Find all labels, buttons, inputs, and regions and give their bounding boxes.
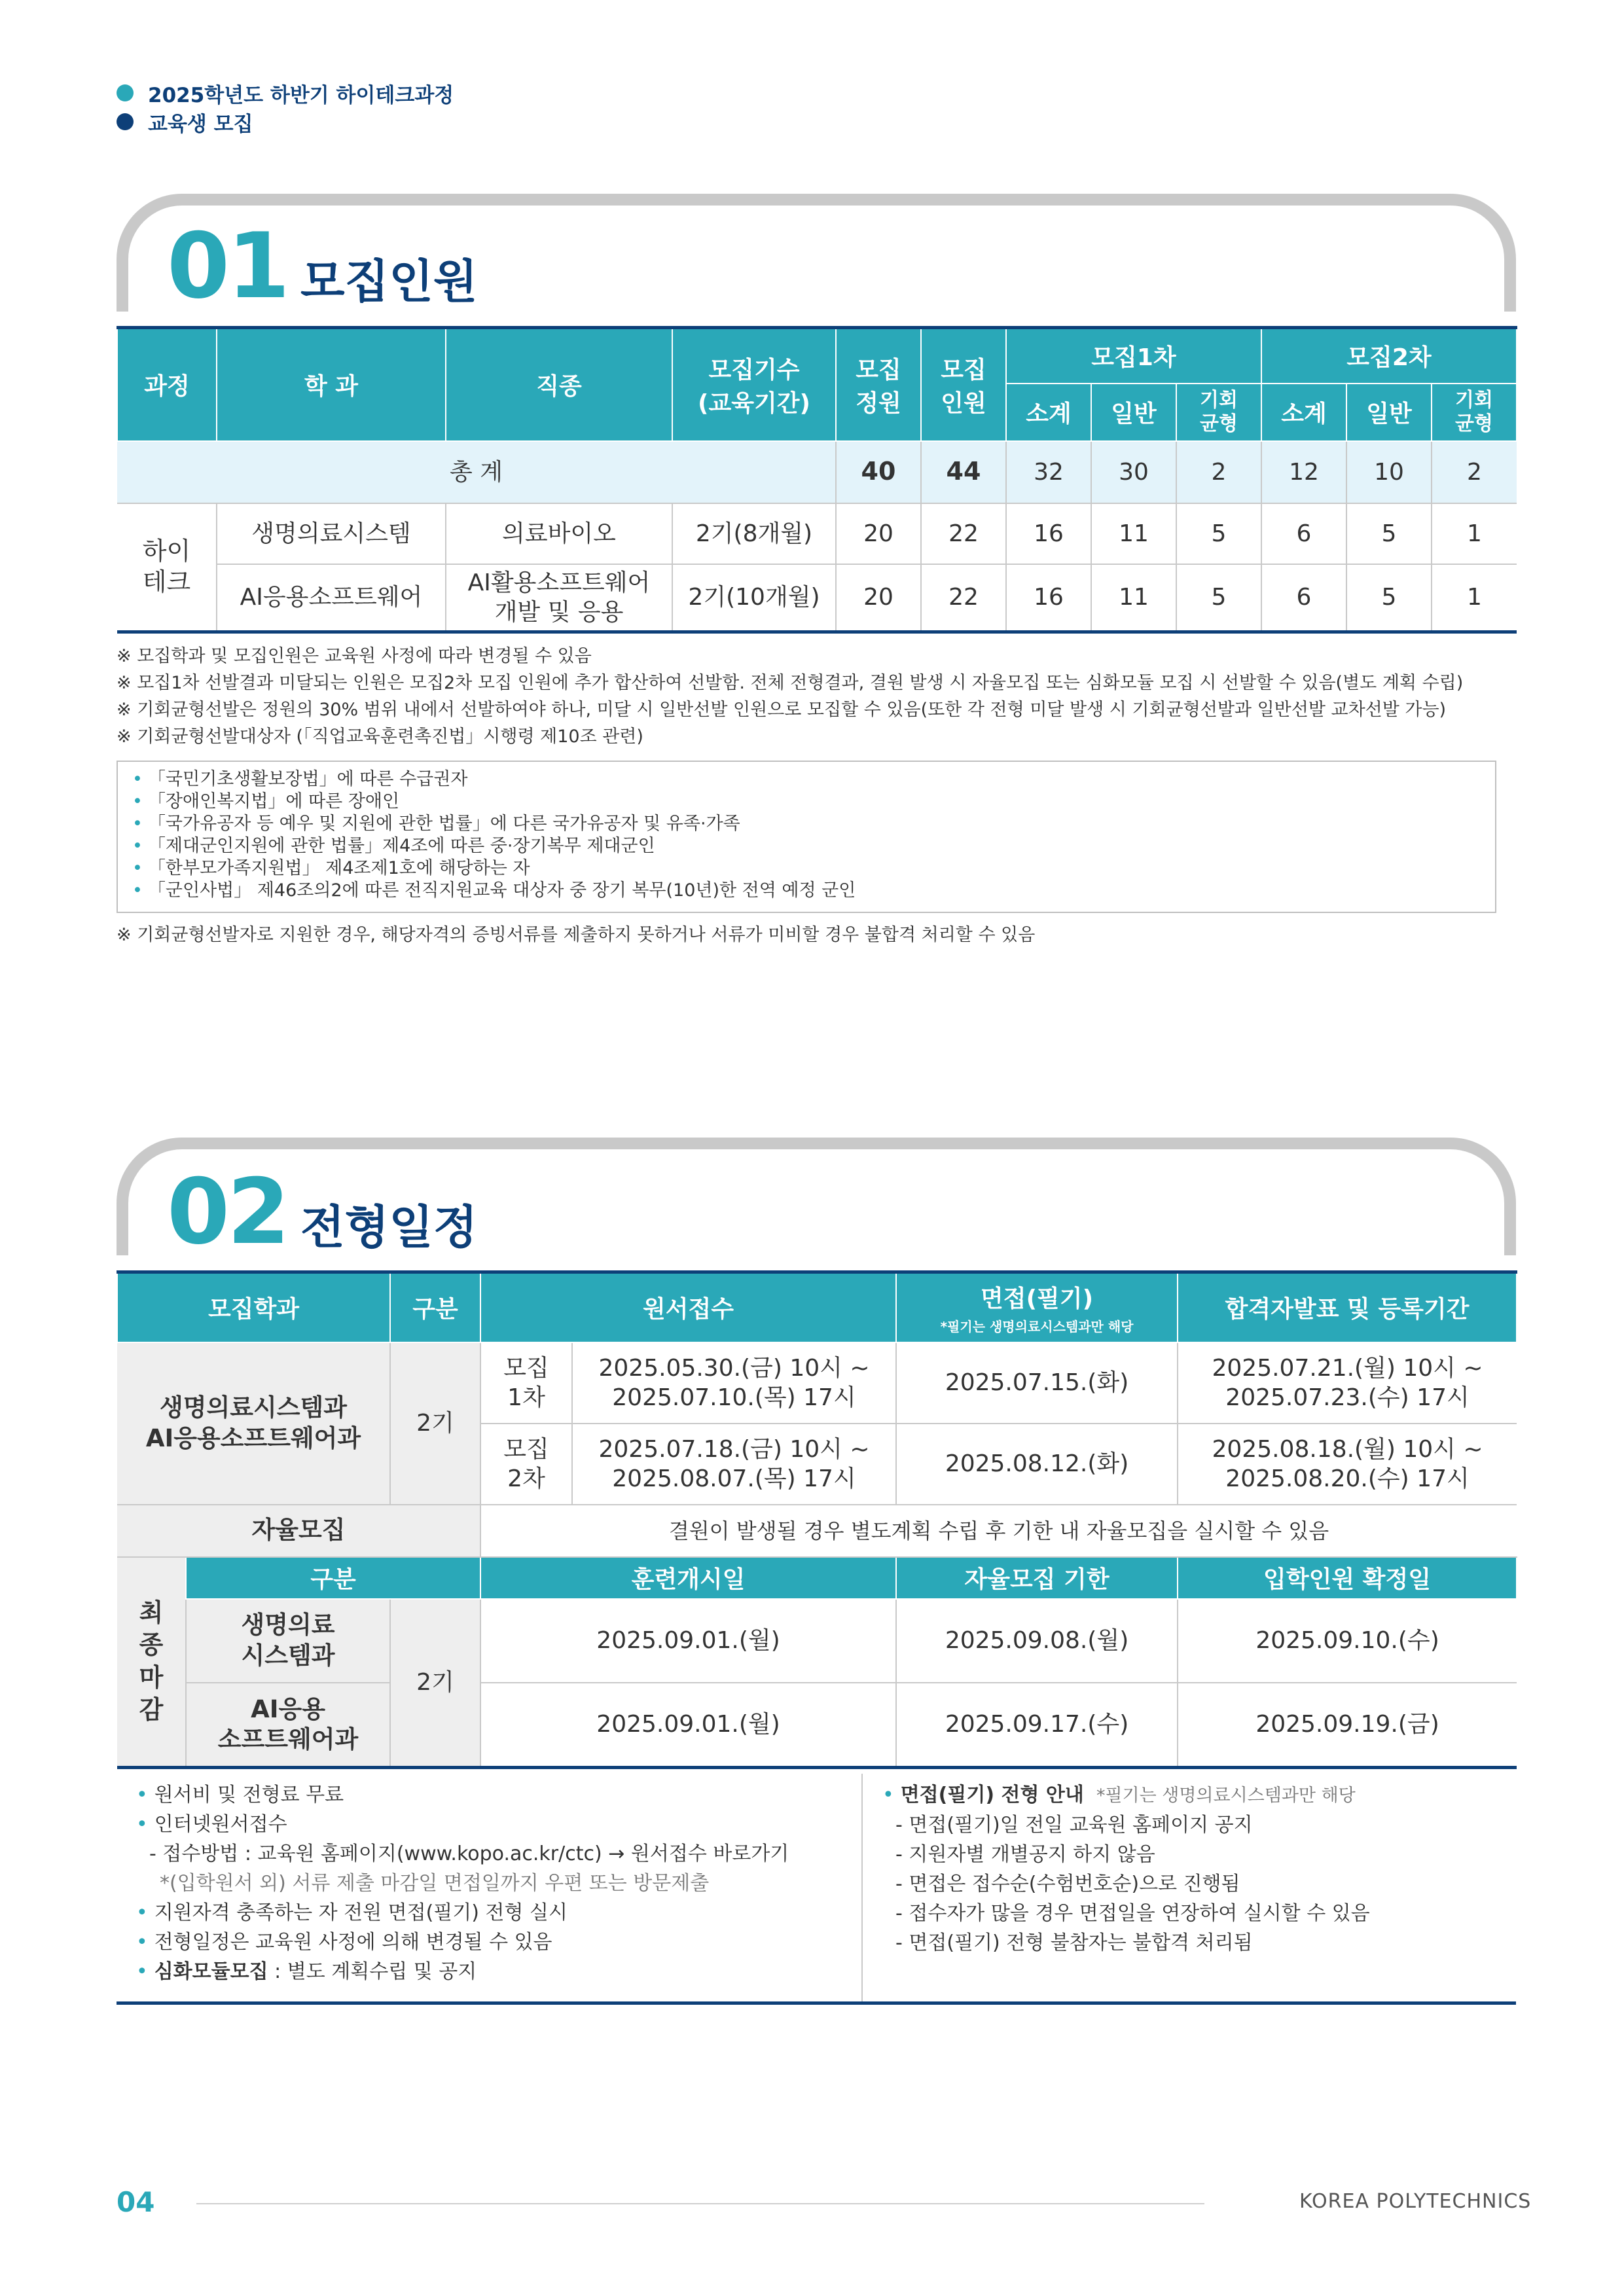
r1-gen-cell: 11 — [1091, 503, 1176, 564]
header-general: 일반 — [1346, 384, 1432, 441]
total-r2-opp: 2 — [1432, 441, 1517, 503]
dept-cell: 생명의료 시스템과 — [186, 1599, 390, 1683]
header-dept: 모집학과 — [117, 1272, 390, 1342]
round-label: 모집 1차 — [480, 1342, 572, 1424]
r1-opp-cell: 5 — [1176, 564, 1261, 632]
info-item: 지원자격 충족하는 자 전원 면접(필기) 전형 실시 — [154, 1901, 568, 1924]
table-row — [117, 1683, 1517, 1768]
footer-divider — [196, 2203, 1204, 2204]
r1-sub-cell: 16 — [1006, 503, 1091, 564]
total-recruit: 44 — [921, 441, 1006, 503]
info-left: • 원서비 및 전형료 무료 • 인터넷원서접수 - 접수방법 : 교육원 홈페이지(www.kopo.ac.kr/ctc) → 원서접수 바로가기 *(입학원서 외) 서류 제출 마감일 면접일까지 우편 또는 방문제출 • 지원자격 충족하는 자 전원 면접(필기) 전형 실시 • 전형일정은 교육원 사정에 의해 변경될 수 있음 • 심화모듈모집 : 별도 계획수립 및 공지 — [136, 1780, 850, 1986]
table-row-total — [117, 441, 1517, 503]
header-subtotal: 소계 — [1006, 384, 1091, 441]
info-item: - 면접(필기) 전형 불참자는 불합격 처리됨 — [895, 1931, 1253, 1954]
bullet-dot-icon — [117, 84, 134, 101]
header-apply: 원서접수 — [480, 1272, 896, 1342]
info-item: - 면접은 접수순(수험번호순)으로 진행됨 — [895, 1873, 1240, 1895]
info-item: - 지원자별 개별공지 하지 않음 — [895, 1843, 1155, 1866]
header-subtotal: 소계 — [1261, 384, 1346, 441]
recruit-cell: 22 — [921, 503, 1006, 564]
info-item: - 면접(필기)일 전일 교육원 홈페이지 공지 — [895, 1814, 1253, 1837]
final-note: ※ 기회균형선발자로 지원한 경우, 해당자격의 증빙서류를 제출하지 못하거나 서류가 미비할 경우 불합격 처리할 수 있음 — [117, 925, 1036, 945]
header-result: 합격자발표 및 등록기간 — [1178, 1272, 1517, 1342]
r2-opp-cell: 1 — [1432, 503, 1517, 564]
dept-cell: 생명의료시스템과 AI응용소프트웨어과 — [117, 1342, 390, 1505]
quota-cell: 20 — [836, 503, 921, 564]
eligibility-item: 「군인사법」 제46조의2에 따른 전직지원교육 대상자 중 장기 복무(10년)한 전역 예정 군인 — [147, 880, 856, 901]
header-round-2: 모집2차 — [1261, 328, 1517, 384]
page-header — [117, 80, 454, 137]
section-2-heading — [167, 1159, 478, 1265]
term-cell: 2기 — [390, 1342, 480, 1505]
section-1-heading — [167, 213, 478, 319]
course-cell: 하이 테크 — [117, 503, 217, 632]
header-interview: 면접(필기) *필기는 생명의료시스템과만 해당 — [896, 1272, 1178, 1342]
total-r1-sub: 32 — [1006, 441, 1091, 503]
total-r2-sub: 12 — [1261, 441, 1346, 503]
footer-brand: KOREA POLYTECHNICS — [1299, 2190, 1532, 2213]
term-cell: 2기(8개월) — [672, 503, 836, 564]
term-cell: 2기(10개월) — [672, 564, 836, 632]
confirm-date: 2025.09.19.(금) — [1178, 1683, 1517, 1768]
header-opportunity: 기회 균형 — [1176, 384, 1261, 441]
schedule-table — [117, 1270, 1517, 1769]
quota-cell: 20 — [836, 564, 921, 632]
r1-sub-cell: 16 — [1006, 564, 1091, 632]
result-period: 2025.07.21.(월) 10시 ~ 2025.07.23.(수) 17시 — [1178, 1342, 1517, 1424]
header-round-1: 모집1차 — [1006, 328, 1261, 384]
apply-period: 2025.05.30.(금) 10시 ~ 2025.07.10.(목) 17시 — [572, 1342, 896, 1424]
term-cell: 2기 — [390, 1599, 480, 1768]
dept-cell: AI응용소프트웨어 — [217, 564, 446, 632]
start-date: 2025.09.01.(월) — [480, 1683, 896, 1768]
section-title: 모집인원 — [300, 255, 478, 308]
r2-sub-cell: 6 — [1261, 503, 1346, 564]
info-item: - 접수자가 많을 경우 면접일을 연장하여 실시할 수 있음 — [895, 1902, 1370, 1925]
eligibility-box: • 「국민기초생활보장법」에 따른 수급권자 • 「장애인복지법」에 따른 장애인 • 「국가유공자 등 예우 및 지원에 관한 법률」에 다른 국가유공자 및 유족·가족 • 「제대군인지원에 관한 법률」제4조에 따른 중·장기복무 제대군인 • 「한부모가족지원법」 제4조제1호에 해당하는 자 • 「군인사법」 제46조의2에 따른 전직지원교육 대상자 중 장기 복무(10년)한 전역 예정 군인 — [117, 761, 1496, 913]
table-row — [117, 564, 1517, 632]
header-category: 구분 — [390, 1272, 480, 1342]
info-item: 심화모듈모집 : 별도 계획수립 및 공지 — [154, 1960, 477, 1983]
r2-gen-cell: 5 — [1346, 503, 1432, 564]
info-item: 원서비 및 전형료 무료 — [154, 1784, 344, 1806]
header-confirm: 입학인원 확정일 — [1178, 1557, 1517, 1599]
interview-date: 2025.07.15.(화) — [896, 1342, 1178, 1424]
note-item: ※ 모집1차 선발결과 미달되는 인원은 모집2차 모집 인원에 추가 합산하여 선발함. 전체 전형결과, 결원 발생 시 자율모집 또는 심화모듈 모집 시 선발할 수 있음(별도 계획 수립) — [117, 673, 1464, 693]
header-recruit: 모집 인원 — [921, 328, 1006, 441]
eligibility-item: 「장애인복지법」에 따른 장애인 — [147, 791, 400, 812]
self-recruit-label: 자율모집 — [117, 1505, 480, 1557]
job-cell: AI활용소프트웨어 개발 및 응용 — [446, 564, 672, 632]
eligibility-item: 「국가유공자 등 예우 및 지원에 관한 법률」에 다른 국가유공자 및 유족·가족 — [147, 814, 740, 834]
job-cell: 의료바이오 — [446, 503, 672, 564]
info-item: *(입학원서 외) 서류 제출 마감일 면접일까지 우편 또는 방문제출 — [160, 1872, 710, 1895]
info-item: 인터넷원서접수 — [154, 1813, 287, 1836]
confirm-date: 2025.09.10.(수) — [1178, 1599, 1517, 1683]
divider — [861, 1774, 863, 2003]
self-recruit-text: 결원이 발생될 경우 별도계획 수립 후 기한 내 자율모집을 실시할 수 있음 — [480, 1505, 1517, 1557]
bullet-dot-icon — [117, 113, 134, 130]
info-item: 전형일정은 교육원 사정에 의해 변경될 수 있음 — [154, 1931, 552, 1954]
eligibility-item: 「한부모가족지원법」 제4조제1호에 해당하는 자 — [147, 858, 530, 878]
header-job: 직종 — [446, 328, 672, 441]
header-line-2: 교육생 모집 — [148, 112, 253, 136]
eligibility-item: 「제대군인지원에 관한 법률」제4조에 따른 중·장기복무 제대군인 — [147, 836, 655, 856]
table-row — [117, 1505, 1517, 1557]
divider — [117, 2001, 1516, 2005]
result-period: 2025.08.18.(월) 10시 ~ 2025.08.20.(수) 17시 — [1178, 1424, 1517, 1505]
section-number: 01 — [167, 213, 288, 319]
total-label: 총 계 — [117, 441, 836, 503]
section-number: 02 — [167, 1159, 288, 1265]
header-deadline: 자율모집 기한 — [896, 1557, 1178, 1599]
total-r1-opp: 2 — [1176, 441, 1261, 503]
round-label: 모집 2차 — [480, 1424, 572, 1505]
header-course: 과정 — [117, 328, 217, 441]
r2-sub-cell: 6 — [1261, 564, 1346, 632]
dept-cell: AI응용 소프트웨어과 — [186, 1683, 390, 1768]
header-category: 구분 — [186, 1557, 480, 1599]
header-dept: 학 과 — [217, 328, 446, 441]
apply-period: 2025.07.18.(금) 10시 ~ 2025.08.07.(목) 17시 — [572, 1424, 896, 1505]
header-opportunity: 기회 균형 — [1432, 384, 1517, 441]
note-item: ※ 모집학과 및 모집인원은 교육원 사정에 따라 변경될 수 있음 — [117, 646, 592, 666]
total-r1-gen: 30 — [1091, 441, 1176, 503]
table-row — [117, 1599, 1517, 1683]
header-term: 모집기수 (교육기간) — [672, 328, 836, 441]
info-right: • 면접(필기) 전형 안내 *필기는 생명의료시스템과만 해당 - 면접(필기)일 전일 교육원 홈페이지 공지 - 지원자별 개별공지 하지 않음 - 면접은 접수순(수험번호순)으로 진행됨 - 접수자가 많을 경우 면접일을 연장하여 실시할 수 있음 - 면접(필기) 전형 불참자는 불합격 처리됨 — [882, 1780, 1511, 1958]
deadline-date: 2025.09.08.(월) — [896, 1599, 1178, 1683]
r1-opp-cell: 5 — [1176, 503, 1261, 564]
interview-date: 2025.08.12.(화) — [896, 1424, 1178, 1505]
notes-list — [117, 643, 1463, 750]
recruit-cell: 22 — [921, 564, 1006, 632]
eligibility-item: 「국민기초생활보장법」에 따른 수급권자 — [147, 769, 468, 789]
final-deadline-label: 최 종 마 감 — [117, 1557, 186, 1768]
dept-cell: 생명의료시스템 — [217, 503, 446, 564]
total-quota: 40 — [836, 441, 921, 503]
start-date: 2025.09.01.(월) — [480, 1599, 896, 1683]
header-quota: 모집 정원 — [836, 328, 921, 441]
total-r2-gen: 10 — [1346, 441, 1432, 503]
table-row — [117, 503, 1517, 564]
r1-gen-cell: 11 — [1091, 564, 1176, 632]
page-number: 04 — [117, 2186, 155, 2218]
table-row — [117, 1342, 1517, 1424]
interview-guide-title: 면접(필기) 전형 안내 *필기는 생명의료시스템과만 해당 — [900, 1784, 1356, 1806]
section-title: 전형일정 — [300, 1200, 478, 1254]
note-item: ※ 기회균형선발대상자 (「직업교육훈련촉진법」시행령 제10조 관련) — [117, 726, 643, 747]
info-item: - 접수방법 : 교육원 홈페이지(www.kopo.ac.kr/ctc) → 원서접수 바로가기 — [149, 1842, 789, 1865]
header-general: 일반 — [1091, 384, 1176, 441]
r2-gen-cell: 5 — [1346, 564, 1432, 632]
recruitment-table — [117, 326, 1517, 634]
header-start: 훈련개시일 — [480, 1557, 896, 1599]
deadline-date: 2025.09.17.(수) — [896, 1683, 1178, 1768]
header-line-1: 2025학년도 하반기 하이테크과정 — [148, 83, 454, 107]
r2-opp-cell: 1 — [1432, 564, 1517, 632]
note-item: ※ 기회균형선발은 정원의 30% 범위 내에서 선발하여야 하나, 미달 시 일반선발 인원으로 모집할 수 있음(또한 각 전형 미달 발생 시 기회균형선발과 일반선발 교차선발 가능) — [117, 700, 1447, 720]
